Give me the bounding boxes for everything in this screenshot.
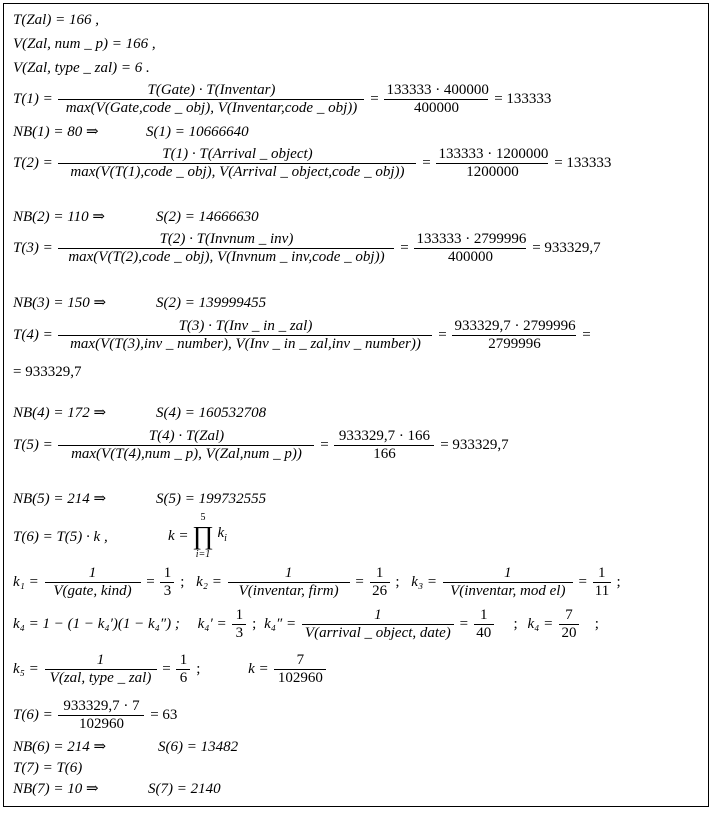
s2-line: S(2) = 14666630 [156, 209, 259, 225]
t4-fraction [58, 318, 432, 353]
k2-value [370, 565, 390, 600]
k1-value-numerator: 1 [160, 565, 174, 583]
t6-value-result: = 63 [150, 707, 178, 723]
k1-value-denominator: 3 [163, 583, 172, 599]
product-symbol [192, 512, 213, 560]
t5-lhs: T(5) = [13, 437, 53, 453]
k3-eq: = [578, 574, 587, 590]
t3-value-denominator: 400000 [447, 249, 493, 265]
t2-eq: = [422, 155, 431, 171]
t7-line: T(7) = T(6) [13, 760, 83, 776]
k4-dprime-value-denominator: 40 [476, 625, 492, 641]
t6-definition: T(6) = T(5) · k , [13, 529, 108, 545]
k2-value-numerator: 1 [370, 565, 390, 583]
k-product-lhs: k = [168, 527, 189, 544]
t2-denominator: max(V(T(1),code _ obj), V(Arrival _ object,code _ obj)) [70, 164, 405, 180]
t3-value-numerator: 133333 · 2799996 [416, 231, 527, 247]
k1-sep: ; [180, 574, 185, 590]
t6-value-fraction [58, 698, 144, 733]
k5-value-denominator: 6 [179, 670, 188, 686]
k5-value-numerator: 1 [176, 652, 190, 670]
t1-eq: = [370, 91, 379, 107]
product-lower: i=1 [195, 549, 211, 560]
t6-value-line [13, 698, 177, 733]
k4-line [13, 607, 599, 642]
k3-numerator: 1 [443, 565, 573, 583]
k4-dprime-lhs: k₄″ = [264, 616, 297, 632]
t2-result: = 133333 [554, 155, 612, 171]
nb2-line: NB(2) = 110 ⇒ [13, 209, 105, 225]
k2-lhs: k₂ = [196, 574, 222, 590]
t4-continuation: = 933329,7 [13, 364, 82, 380]
nb1-line: NB(1) = 80 ⇒ [13, 124, 99, 140]
t-zal-line: T(Zal) = 166 , [13, 12, 99, 28]
k1-eq: = [146, 574, 155, 590]
k3-lhs: k₃ = [411, 574, 438, 590]
k2-value-denominator: 26 [372, 583, 388, 599]
t5-numerator: T(4) · T(Zal) [58, 428, 314, 446]
t3-result: = 933329,7 [532, 240, 601, 256]
k-product [168, 512, 227, 560]
k4-dprime-eq: = [459, 616, 469, 632]
s7-line: S(7) = 2140 [148, 781, 221, 797]
t4-result: = [582, 327, 591, 343]
k4-value-denominator: 20 [561, 625, 577, 641]
t3-eq: = [400, 240, 409, 256]
t1-result: = 133333 [494, 91, 552, 107]
k2-eq: = [355, 574, 364, 590]
k4-dprime-numerator: 1 [302, 607, 454, 625]
t3-numerator: T(2) · T(Invnum _ inv) [58, 231, 394, 249]
t2-fraction [58, 146, 416, 181]
k4-prime-sep: ; [252, 616, 257, 632]
t5-result: = 933329,7 [440, 437, 509, 453]
t6-value-lhs: T(6) = [13, 707, 53, 723]
t4-eq: = [438, 327, 447, 343]
nb3-line: NB(3) = 150 ⇒ [13, 295, 107, 311]
t2-equation [13, 146, 611, 181]
k3-value-numerator: 1 [593, 565, 611, 583]
t5-value-numerator: 933329,7 · 166 [334, 428, 434, 446]
t2-lhs: T(2) = [13, 155, 53, 171]
t2-value-denominator: 1200000 [466, 164, 519, 180]
t5-denominator: max(V(T(4),num _ p), V(Zal,num _ p)) [71, 446, 302, 462]
k2-fraction [228, 565, 350, 600]
k4-prime-denominator: 3 [235, 625, 244, 641]
k4-prime-numerator: 1 [232, 607, 246, 625]
s1-line: S(1) = 10666640 [146, 124, 249, 140]
k2-sep: ; [395, 574, 400, 590]
k1-fraction [45, 565, 141, 600]
t4-value-numerator: 933329,7 · 2799996 [454, 318, 576, 334]
k4-dprime-sep: ; [513, 616, 518, 632]
t6-value-numerator: 933329,7 · 7 [58, 698, 144, 716]
nb5-line: NB(5) = 214 ⇒ [13, 491, 107, 507]
t4-numerator: T(3) · T(Inv _ in _ zal) [58, 318, 432, 336]
k3-fraction [443, 565, 573, 600]
k1-numerator: 1 [45, 565, 141, 583]
k4-value [559, 607, 579, 642]
k5-value [176, 652, 190, 687]
t3-fraction [58, 231, 394, 266]
k-total-numerator: 7 [274, 652, 326, 670]
t3-equation [13, 231, 601, 266]
s5-line: S(5) = 199732555 [156, 491, 267, 507]
k-total-denominator: 102960 [277, 670, 323, 686]
t5-value-denominator: 166 [373, 446, 396, 462]
k-product-factor [217, 525, 226, 547]
k3-denominator: V(inventar, mod el) [450, 583, 566, 599]
k5-lhs: k₅ = [13, 661, 39, 677]
k4-expression: k₄ = 1 − (1 − k₄′)(1 − k₄″) ; [13, 616, 180, 632]
t4-value-denominator: 2799996 [488, 336, 541, 352]
k1-k3-line [13, 565, 621, 600]
product-sign: ∏ [192, 521, 214, 550]
k5-eq: = [162, 661, 171, 677]
k4-prime-value [232, 607, 246, 642]
k5-denominator: V(zal, type _ zal) [49, 670, 152, 686]
k4-dprime-value [474, 607, 494, 642]
k4-dprime-fraction [302, 607, 454, 642]
s4-line: S(4) = 160532708 [156, 405, 267, 421]
k5-numerator: 1 [45, 652, 157, 670]
k5-fraction [45, 652, 157, 687]
product-upper: 5 [200, 512, 206, 523]
k3-value-denominator: 11 [594, 583, 610, 599]
t3-lhs: T(3) = [13, 240, 53, 256]
k4-value-numerator: 7 [559, 607, 579, 625]
t4-equation [13, 318, 591, 353]
k3-value [593, 565, 611, 600]
t6-value-denominator: 102960 [78, 716, 124, 732]
s6-line: S(6) = 13482 [158, 739, 239, 755]
t1-denominator: max(V(Gate,code _ obj), V(Inventar,code _ obj)) [65, 100, 358, 116]
t1-value-numerator: 133333 · 400000 [386, 82, 489, 98]
k-factor-index: i [224, 533, 227, 544]
t1-lhs: T(1) = [13, 91, 53, 107]
nb4-line: NB(4) = 172 ⇒ [13, 405, 107, 421]
t5-eq: = [320, 437, 329, 453]
t4-lhs: T(4) = [13, 327, 53, 343]
k4-dprime-denominator: V(arrival _ object, date) [304, 625, 451, 641]
t5-equation [13, 428, 509, 463]
t3-value-fraction [414, 231, 526, 266]
t1-numerator: T(Gate) · T(Inventar) [58, 82, 364, 100]
t5-fraction [58, 428, 314, 463]
t2-value-fraction [436, 146, 548, 181]
k3-sep: ; [616, 574, 621, 590]
k-factor: k [217, 525, 225, 541]
t1-equation [13, 82, 551, 117]
t1-value-denominator: 400000 [413, 100, 459, 116]
k-total-value [274, 652, 326, 687]
k-total-lhs: k = [248, 661, 269, 677]
t2-numerator: T(1) · T(Arrival _ object) [58, 146, 416, 164]
nb6-line: NB(6) = 214 ⇒ [13, 739, 107, 755]
t4-value-fraction [452, 318, 576, 353]
t1-fraction [58, 82, 364, 117]
v-zal-type-line: V(Zal, type _ zal) = 6 . [13, 60, 150, 76]
nb7-line: NB(7) = 10 ⇒ [13, 781, 99, 797]
k5-line [13, 652, 328, 687]
k1-value [160, 565, 174, 600]
k1-lhs: k₁ = [13, 574, 39, 590]
t3-denominator: max(V(T(2),code _ obj), V(Invnum _ inv,code _ obj)) [68, 249, 385, 265]
k4-dprime-value-numerator: 1 [474, 607, 494, 625]
s3-line: S(2) = 139999455 [156, 295, 267, 311]
t4-denominator: max(V(T(3),inv _ number), V(Inv _ in _ zal,inv _ number)) [70, 336, 421, 352]
t1-value-fraction [384, 82, 488, 117]
t2-value-numerator: 133333 · 1200000 [438, 146, 549, 162]
k1-denominator: V(gate, kind) [53, 583, 132, 599]
k4-prime-lhs: k₄′ = [197, 616, 227, 632]
k4-sep: ; [594, 616, 599, 632]
v-zal-num-line: V(Zal, num _ p) = 166 , [13, 36, 156, 52]
k5-sep: ; [196, 661, 201, 677]
k2-denominator: V(inventar, firm) [238, 583, 339, 599]
t5-value-fraction [334, 428, 434, 463]
k2-numerator: 1 [228, 565, 350, 583]
k4-lhs: k₄ = [527, 616, 554, 632]
